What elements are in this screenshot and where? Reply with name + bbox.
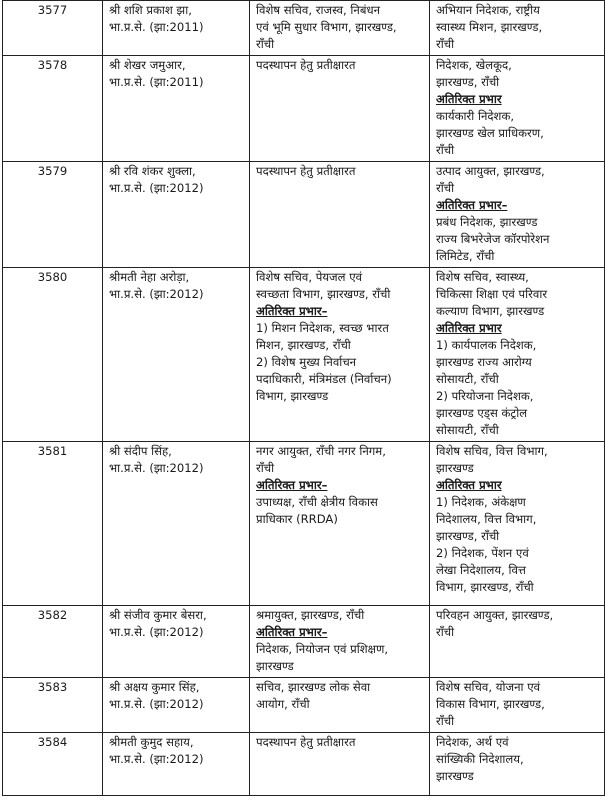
serial-number: 3583: [3, 678, 103, 733]
table-row: [3, 606, 605, 678]
post-text-line: प्रबंध निदेशक, झारखण्ड: [436, 215, 538, 229]
officer-name-cell: [103, 442, 250, 606]
officer-name: श्री अक्षय कुमार सिंह,: [109, 680, 200, 694]
officer-name-cell: [103, 678, 250, 733]
post-text-line: विशेष सचिव, स्वास्थ्य,: [436, 270, 529, 284]
table-row: [3, 442, 605, 606]
post-text-line: झारखण्ड: [256, 659, 294, 673]
officer-name: श्री रवि शंकर शुक्ला,: [109, 164, 196, 178]
officer-name-cell: [103, 733, 250, 796]
post-text-line: विशेष सचिव, पेयजल एवं: [256, 270, 363, 284]
officer-name-cell: [103, 268, 250, 442]
post-text-line: 1) निदेशक, अंकेक्षण: [436, 495, 526, 509]
officer-service-batch: भा.प्र.से. (झा:2012): [109, 697, 204, 711]
post-text-line: राँची: [256, 461, 275, 475]
post-text-line: झारखण्ड राज्य आरोग्य: [436, 355, 532, 369]
table-row: [3, 1, 605, 56]
serial-number: 3581: [3, 442, 103, 606]
officer-name-cell: [103, 56, 250, 162]
officer-name: श्री शेखर जमुआर,: [109, 58, 186, 72]
post-text-line: झारखण्ड, राँची: [436, 529, 500, 543]
serial-number: 3578: [3, 56, 103, 162]
table-row: [3, 56, 605, 162]
additional-charge-heading: अतिरिक्त प्रभार–: [256, 625, 328, 639]
new-posting-cell: [430, 268, 605, 442]
officer-service-batch: भा.प्र.से. (झा:2012): [109, 461, 204, 475]
post-text-line: पदस्थापन हेतु प्रतीक्षारत: [256, 58, 356, 72]
post-text-line: लेखा निदेशालय, वित्त: [436, 563, 526, 577]
new-posting-cell: [430, 733, 605, 796]
post-text-line: 2) निदेशक, पेंशन एवं: [436, 546, 529, 560]
post-text-line: विभाग, झारखण्ड: [256, 389, 329, 403]
post-text-line: विशेष सचिव, राजस्व, निबंधन: [256, 3, 381, 17]
post-text-line: परिवहन आयुक्त, झारखण्ड,: [436, 608, 554, 622]
officer-name-cell: [103, 606, 250, 678]
post-text-line: श्रमायुक्त, झारखण्ड, राँची: [256, 608, 365, 622]
officer-name: श्री शशि प्रकाश झा,: [109, 3, 192, 17]
post-text-line: स्वच्छता विभाग, झारखण्ड, राँची: [256, 287, 391, 301]
post-text-line: एवं भूमि सुधार विभाग, झारखण्ड,: [256, 20, 397, 34]
post-text-line: राँची: [436, 37, 455, 51]
officer-name: श्रीमती नेहा अरोड़ा,: [109, 270, 190, 284]
post-text-line: विभाग, झारखण्ड, राँची: [436, 580, 534, 594]
post-text-line: लिमिटेड, राँची: [436, 249, 495, 263]
current-post-cell: [250, 678, 430, 733]
table-row: [3, 162, 605, 268]
post-text-line: 2) विशेष मुख्य निर्वाचन: [256, 355, 357, 369]
post-text-line: झारखण्ड, राँची: [436, 75, 500, 89]
post-text-line: झारखण्ड: [436, 461, 474, 475]
serial-number: 3582: [3, 606, 103, 678]
post-text-line: निदेशालय, वित्त विभाग,: [436, 512, 537, 526]
post-text-line: राँची: [256, 37, 275, 51]
additional-charge-heading: अतिरिक्त प्रभार: [436, 92, 502, 106]
post-text-line: सोसायटी, राँची: [436, 423, 499, 437]
post-text-line: 2) परियोजना निदेशक,: [436, 389, 534, 403]
officer-name: श्री संदीप सिंह,: [109, 444, 172, 458]
current-post-cell: [250, 162, 430, 268]
post-text-line: सचिव, झारखण्ड लोक सेवा: [256, 680, 371, 694]
current-post-cell: [250, 733, 430, 796]
current-post-cell: [250, 1, 430, 56]
post-text-line: राज्य बिभरेजेज कॉरपोरेशन: [436, 232, 550, 246]
post-text-line: निदेशक, खेलकूद,: [436, 58, 512, 72]
officer-service-batch: भा.प्र.से. (झा:2012): [109, 625, 204, 639]
post-text-line: कल्याण विभाग, झारखण्ड: [436, 304, 545, 318]
new-posting-cell: [430, 1, 605, 56]
post-text-line: राँची: [436, 143, 455, 157]
officer-service-batch: भा.प्र.से. (झा:2011): [109, 20, 204, 34]
officer-name-cell: [103, 162, 250, 268]
post-text-line: विशेष सचिव, वित्त विभाग,: [436, 444, 548, 458]
new-posting-cell: [430, 442, 605, 606]
post-text-line: झारखण्ड एड्स कंट्रोल: [436, 406, 528, 420]
officer-name: श्रीमती कुमुद सहाय,: [109, 735, 194, 749]
post-text-line: नगर आयुक्त, राँची नगर निगम,: [256, 444, 386, 458]
officer-name: श्री संजीव कुमार बेसरा,: [109, 608, 207, 622]
post-text-line: राँची: [436, 181, 455, 195]
current-post-cell: [250, 268, 430, 442]
post-text-line: राँची: [436, 625, 455, 639]
post-text-line: पदाधिकारी, मंत्रिमंडल (निर्वाचन): [256, 372, 392, 386]
post-text-line: 1) मिशन निदेशक, स्वच्छ भारत: [256, 321, 389, 335]
post-text-line: निदेशक, नियोजन एवं प्रशिक्षण,: [256, 642, 389, 656]
serial-number: 3577: [3, 1, 103, 56]
table-row: [3, 733, 605, 796]
officer-name-cell: [103, 1, 250, 56]
post-text-line: 1) कार्यपालक निदेशक,: [436, 338, 537, 352]
post-text-line: सांख्यिकी निदेशालय,: [436, 752, 524, 766]
post-text-line: उपाध्यक्ष, राँची क्षेत्रीय विकास: [256, 495, 378, 509]
additional-charge-heading: अतिरिक्त प्रभार–: [256, 478, 328, 492]
post-text-line: प्राधिकार (RRDA): [256, 512, 338, 526]
new-posting-cell: [430, 678, 605, 733]
additional-charge-heading: अतिरिक्त प्रभार: [436, 321, 502, 335]
serial-number: 3584: [3, 733, 103, 796]
additional-charge-heading: अतिरिक्त प्रभार–: [256, 304, 328, 318]
table-body: [3, 1, 605, 796]
post-text-line: निदेशक, अर्थ एवं: [436, 735, 509, 749]
post-text-line: चिकित्सा शिक्षा एवं परिवार: [436, 287, 548, 301]
post-text-line: स्वास्थ्य मिशन, झारखण्ड,: [436, 20, 543, 34]
additional-charge-heading: अतिरिक्त प्रभार–: [436, 198, 508, 212]
post-text-line: सोसायटी, राँची: [436, 372, 499, 386]
officer-service-batch: भा.प्र.से. (झा:2012): [109, 181, 204, 195]
new-posting-cell: [430, 162, 605, 268]
post-text-line: झारखण्ड खेल प्राधिकरण,: [436, 126, 544, 140]
officer-service-batch: भा.प्र.से. (झा:2011): [109, 75, 204, 89]
serial-number: 3579: [3, 162, 103, 268]
post-text-line: पदस्थापन हेतु प्रतीक्षारत: [256, 735, 356, 749]
officer-service-batch: भा.प्र.से. (झा:2012): [109, 752, 204, 766]
new-posting-cell: [430, 56, 605, 162]
table-row: [3, 268, 605, 442]
post-text-line: पदस्थापन हेतु प्रतीक्षारत: [256, 164, 356, 178]
transfer-posting-table: [2, 0, 605, 796]
post-text-line: आयोग, राँची: [256, 697, 310, 711]
post-text-line: राँची: [436, 714, 455, 728]
post-text-line: मिशन, झारखण्ड, राँची: [256, 338, 351, 352]
post-text-line: उत्पाद आयुक्त, झारखण्ड,: [436, 164, 545, 178]
table-row: [3, 678, 605, 733]
post-text-line: विशेष सचिव, योजना एवं: [436, 680, 541, 694]
serial-number: 3580: [3, 268, 103, 442]
additional-charge-heading: अतिरिक्त प्रभार: [436, 478, 502, 492]
post-text-line: विकास विभाग, झारखण्ड,: [436, 697, 545, 711]
current-post-cell: [250, 442, 430, 606]
post-text-line: अभियान निदेशक, राष्ट्रीय: [436, 3, 540, 17]
new-posting-cell: [430, 606, 605, 678]
current-post-cell: [250, 606, 430, 678]
post-text-line: झारखण्ड: [436, 769, 474, 783]
current-post-cell: [250, 56, 430, 162]
officer-service-batch: भा.प्र.से. (झा:2012): [109, 287, 204, 301]
post-text-line: कार्यकारी निदेशक,: [436, 109, 515, 123]
